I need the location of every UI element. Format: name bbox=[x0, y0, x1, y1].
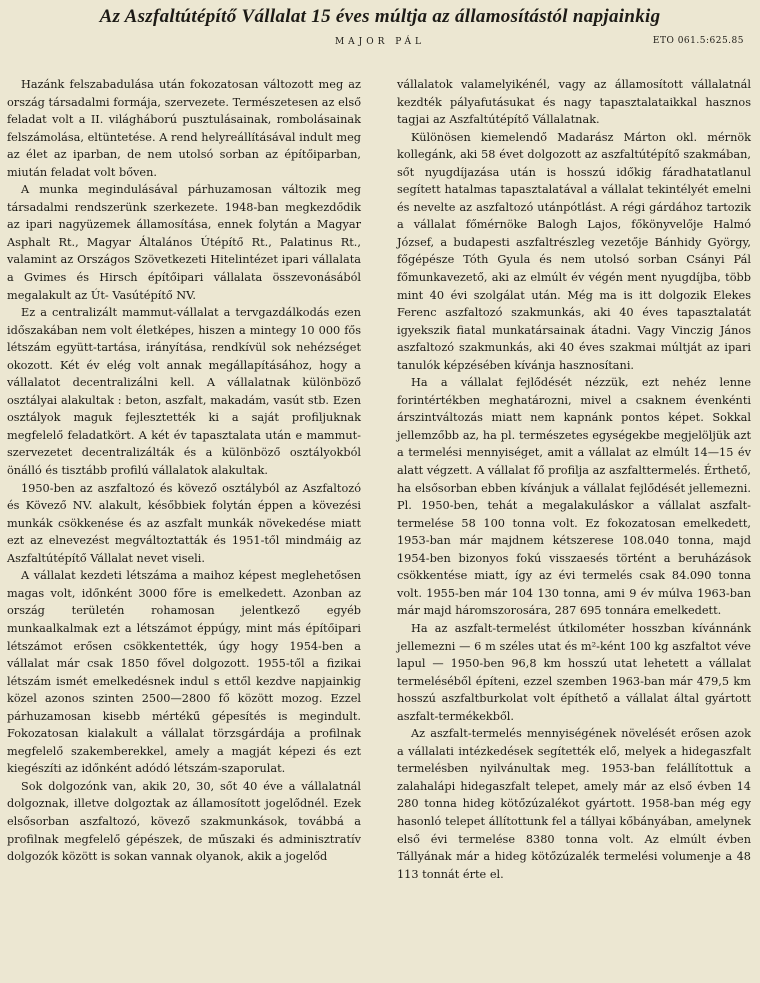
article-title: Az Aszfaltútépítő Vállalat 15 éves múltja az államosítástól napjainkig bbox=[99, 6, 661, 27]
paragraph: A munka megindulásával párhuzamosan változik meg társadalmi rendszerünk szerkezete. 1948-ban megkezdődik az ipari nagyüzemek államosítása, ennek folytán a Magyar Asphalt Rt., Magyar Általános Útépítő Rt., Palatinus Rt., valamint az Országos Szövetkezeti Hitelintézet ipari vállalata a Gvimes és Hirsch építőipari vállalata összevonásából megalakult az Út- Vasútépítő NV. bbox=[7, 183, 361, 302]
paragraph-continued: vállalatok valamelyikénél, vagy az államosított vállalatnál kezdték pályafutásukat és nagy tapasztalataikkal hasznos tagjai az Aszfaltútépítő Vállalatnak. bbox=[397, 78, 751, 127]
paragraph: Ha a vállalat fejlődését nézzük, ezt nehéz lenne forintértékben meghatározni, mivel a csaknem évenkénti árszintváltozás miatt nem kapnánk pontos képet. Sokkal jellemzőbb az, ha pl. természetes egységekbe megjelöljük azt a termelési mennyiséget, amit a vállalat az elmúlt 14—15 év alatt végzett. A vállalat fő profilja az aszfalttermelés. Érthető, ha elsősorban ebben kívánjuk a vállalat fejlődését jellemezni. Pl. 1950-ben, tehát a megalakuláskor a vállalat aszfalt-termelése 58 100 tonna volt. Ez fokozatosan emelkedett, 1953-ban már majdnem kétszerese 108.040 tonna, majd 1954-ben bizonyos fokú visszaesés történt a beruházások csökkentése miatt, így az évi termelés csak 84.090 tonna volt. 1955-ben már 104 130 tonna, ami 9 év múlva 1963-ban már majd háromszorosára, 287 695 tonnára emelkedett. bbox=[397, 376, 751, 618]
paragraph: Hazánk felszabadulása után fokozatosan változott meg az ország társadalmi formája, szervezete. Természetesen az első feladat volt a II. világháború pusztulásainak, rombolásainak felszámolása, eltüntetése. A rend helyreállításával indult meg az élet az iparban, de nem utolsó sorban az építőiparban, miután feladat volt bőven. bbox=[7, 78, 361, 179]
paragraph: 1950-ben az aszfaltozó és kövező osztályból az Aszfaltozó és Kövező NV. alakult, későbbiek folytán éppen a kövezési munkák csökkenése és az aszfalt munkák növekedése miatt ezt az elnevezést megváltoztatták és 1951-től mindmáig az Aszfaltútépítő Vállalat nevet viseli. bbox=[7, 481, 361, 565]
right-column bbox=[397, 76, 751, 883]
paragraph: Az aszfalt-termelés mennyiségének növelését erősen azok a vállalati intézkedések segítették elő, melyek a hidegaszfalt termelésben nyilvánultak meg. 1953-ban felállítottuk a zalahalápi hidegaszfalt telepet, amely már az első évben 14 280 tonna hideg kötőzúzalékot gyártott. 1958-ban még egy hasonló telepet állítottunk fel a tállyai kőbányában, amelynek első évi termelése 8380 tonna volt. Az elmúlt évben Tállyának már a hideg kötőzúzalék termelési volumenje a 48 113 tonnát érte el. bbox=[397, 727, 751, 881]
paragraph: Ez a centralizált mammut-vállalat a tervgazdálkodás ezen időszakában nem volt életképes, hiszen a mintegy 10 000 fős létszám együtt-tartása, irányítása, rendkívül sok nehézséget okozott. Két év elég volt annak megállapításához, hogy a vállalatot decentralizálni kell. A vállalatnak különböző osztályai alakultak : beton, aszfalt, makadám, vasút stb. Ezen osztályok maguk fejlesztették ki a saját profiljuknak megfelelő feladatkört. A két év tapasztalata után e mammut-szervezetet decentralizálták és a különböző osztályokból önálló és tisztább profilú vállalatok alakultak. bbox=[7, 306, 361, 478]
left-column bbox=[7, 76, 361, 866]
author-name: MAJOR PÁL bbox=[334, 37, 426, 47]
paragraph: Különösen kiemelendő Madarász Márton okl. mérnök kollegánk, aki 58 évet dolgozott az aszfaltútépítő szakmában, sőt nyugdíjazása után is hosszú időkig fáradhatatlanul segített hatalmas tapasztalatával a vállalat tekintélyét emelni és nevelte az aszfaltozó utánpótlást. A régi gárdához tartozik a vállalat főmérnöke Balogh Lajos, főkönyvelője Halmó József, a budapesti aszfaltrészleg vezetője Bánhidy György, főgépésze Tóth Gyula és nem utolsó sorban Csányi Pál főmunkavezető, aki az elmúlt év végén ment nyugdíjba, több mint 40 évi szolgálat után. Még ma is itt dolgozik Elekes Ferenc aszfaltozó szakmunkás, aki 40 éves tapasztalatát igyekszik fiatal munkatársainak átadni. Vagy Vinczig János aszfaltozó szakmunkás, aki 40 éves szakmai múltját az ipari tanulók képzésében kívánja hasznosítani. bbox=[397, 130, 751, 372]
paragraph: A vállalat kezdeti létszáma a maihoz képest meglehetősen magas volt, időnként 3000 főre is emelkedett. Azonban az ország területén rohamosan jelentkező egyéb munkaalkalmak ezt a létszámot éppúgy, mint más építőipari létszámot erősen csökkentették, úgy hogy 1954-ben a vállalat már csak 1850 fővel dolgozott. 1955-től a fizikai létszám ismét emelkedésnek indul s ettől kezdve napjainkig közel azonos szinten 2500—2800 fő között mozog. Ezzel párhuzamosan kisebb mértékű gépesítés is megindult. Fokozatosan kialakult a vállalat törzsgárdája a profilnak megfelelő szakemberekkel, amely a magját képezi és ezt kiegészíti az időnként adódó létszám-szaporulat. bbox=[7, 569, 361, 776]
paragraph: Sok dolgozónk van, akik 20, 30, sőt 40 éve a vállalatnál dolgoznak, illetve dolgoztak az államosított jogelődnél. Ezek elsősorban aszfaltozó, kövező szakmunkások, továbbá a profilnak megfelelő gépészek, de műszaki és adminisztratív dolgozók között is sokan vannak olyanok, akik a jogelőd bbox=[7, 779, 361, 864]
paragraph: Ha az aszfalt-termelést útkilométer hosszban kívánnánk jellemezni — 6 m széles utat és m²-ként 100 kg aszfaltot véve lapul — 1950-ben 96,8 km hosszú utat lehetett a vállalat termeléséből építeni, ezzel szemben 1963-ban már 479,5 km hosszú aszfaltburkolat volt építhető a vállalat által gyártott aszfalt-termékekből. bbox=[397, 621, 751, 723]
column-divider bbox=[383, 76, 384, 976]
eto-classification: ETO 061.5:625.85 bbox=[652, 36, 744, 46]
